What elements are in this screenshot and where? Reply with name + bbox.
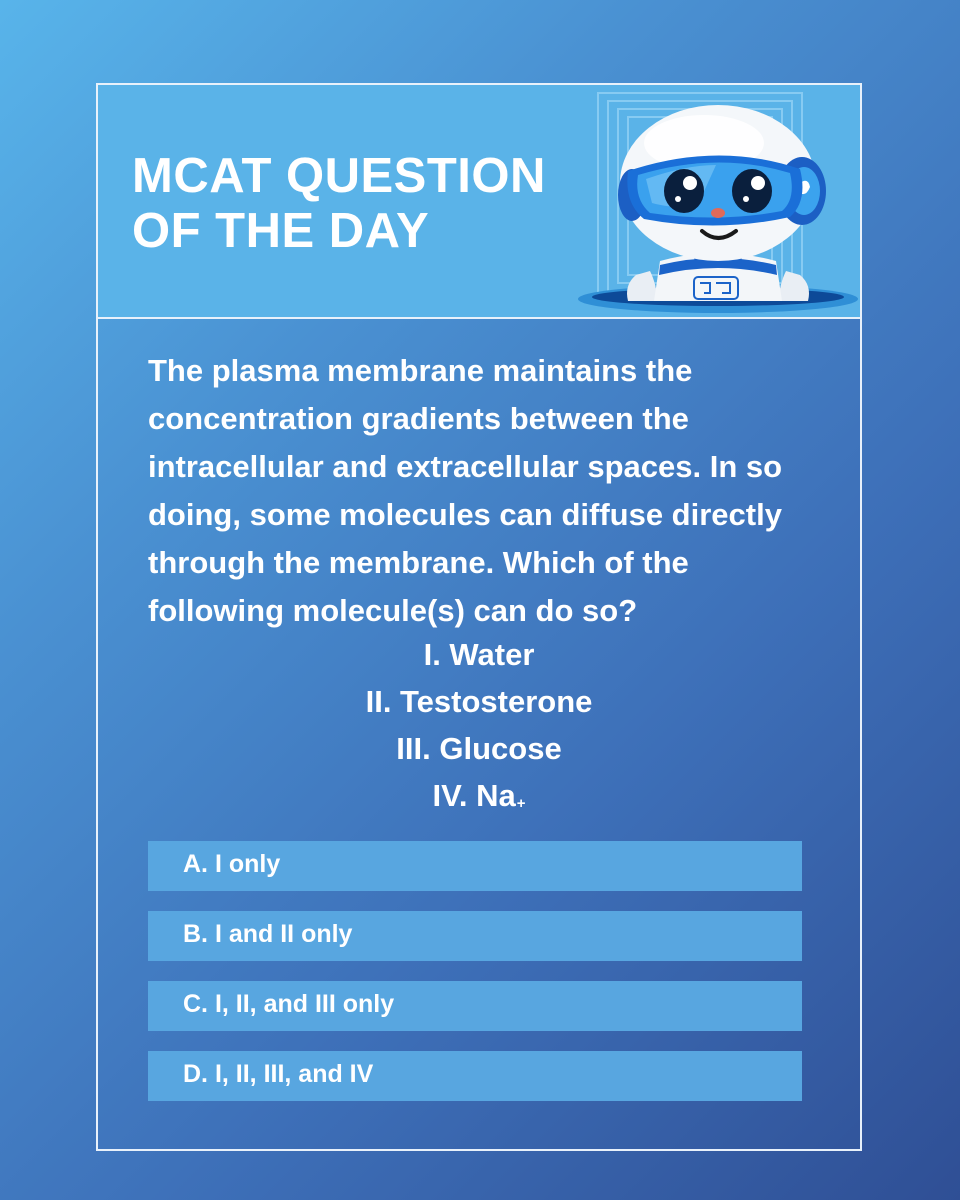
ion-charge: + — [516, 795, 526, 812]
list-item: III. Glucose — [396, 731, 562, 766]
question-text: The plasma membrane maintains the concentration gradients between the intracellular and extracellular spaces. In so doing, some molecules can diffuse directly through the membrane. Which of the following molecule(s) can do so? — [148, 353, 783, 628]
molecule-list — [98, 631, 860, 827]
answer-option-b[interactable] — [148, 911, 802, 961]
page-title: MCAT QUESTION OF THE DAY — [132, 149, 546, 258]
answer-option-label: B. I and II only — [183, 920, 353, 948]
answer-option-label: C. I, II, and III only — [183, 990, 395, 1018]
answer-option-label: A. I only — [183, 850, 281, 878]
list-item: IV. Na+ — [432, 778, 526, 813]
answer-option-d[interactable] — [148, 1051, 802, 1101]
list-item: II. Testosterone — [365, 684, 593, 719]
answer-option-a[interactable] — [148, 841, 802, 891]
list-item: I. Water — [423, 637, 535, 672]
answer-choices — [148, 841, 802, 1121]
question-card — [96, 83, 862, 1151]
answer-option-c[interactable] — [148, 981, 802, 1031]
answer-option-label: D. I, II, III, and IV — [183, 1060, 374, 1088]
robot-mascot-icon — [576, 85, 860, 317]
card-header — [98, 85, 860, 319]
